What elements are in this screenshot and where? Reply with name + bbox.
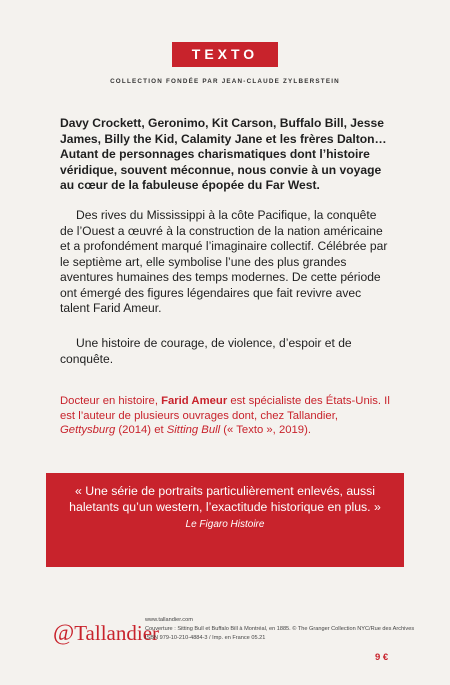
publisher-website: www.tallandier.com	[145, 617, 193, 623]
book-title-gettysburg: Gettysburg	[60, 424, 116, 436]
book-title-sitting-bull: Sitting Bull	[166, 424, 221, 436]
cover-credit: Couverture : Sitting Bull et Buffalo Bill à Montréal, en 1885. © The Granger Collection NYC/Rue des Archives	[145, 626, 415, 633]
blurb-paragraph-1: Des rives du Mississippi à la côte Pacifique, la conquête de l’Ouest a œuvré à la construction de la nation américaine et a profondément marqué l’imaginaire collectif. Célébrée par le septième art, elle symbolise l’une des plus grandes aventures humaines des temps modernes. De cette période ont émergé des figures légendaires que fait revivre avec talent Farid Ameur.	[60, 208, 388, 315]
author-name: Farid Ameur	[161, 395, 228, 407]
press-quote-box	[46, 473, 404, 567]
author-bio	[60, 394, 390, 438]
isbn-line: ISBN 979-10-210-4884-3 / Imp. en France 05.21	[145, 635, 266, 642]
texto-logo-badge: TEXTO	[172, 42, 278, 67]
blurb-intro: Davy Crockett, Geronimo, Kit Carson, Buffalo Bill, Jesse James, Billy the Kid, Calamity Jane et les frères Dalton… Autant de personnages charismatiques dont l’histoire véridique, souvent méconnue, nous convie à un voyage au cœur de la fabuleuse épopée du Far West.	[60, 116, 387, 192]
blurb-paragraph-2: Une histoire de courage, de violence, d’espoir et de conquête.	[60, 336, 352, 366]
footer-credits	[145, 616, 445, 644]
bio-tail: (« Texto », 2019).	[220, 424, 311, 436]
publisher-logo-name: Tallandier	[74, 621, 160, 645]
press-quote-text: « Une série de portraits particulièrement enlevés, aussi haletants qu’un western, l’exactitude historique en plus. »	[69, 484, 381, 514]
bio-lead: Docteur en histoire,	[60, 395, 162, 407]
bio-year: (2014) et	[115, 424, 167, 436]
publisher-logo	[53, 620, 159, 646]
publisher-logo-at-icon: @	[53, 620, 75, 645]
bio-mid: est spécialiste des États-Unis. Il est l’auteur de plusieurs ouvrages dont, chez Tallandier,	[60, 395, 390, 422]
collection-line: COLLECTION FONDÉE PAR JEAN-CLAUDE ZYLBERSTEIN	[110, 78, 340, 85]
price: 9 €	[375, 652, 389, 663]
press-quote-source: Le Figaro Histoire	[185, 519, 265, 530]
